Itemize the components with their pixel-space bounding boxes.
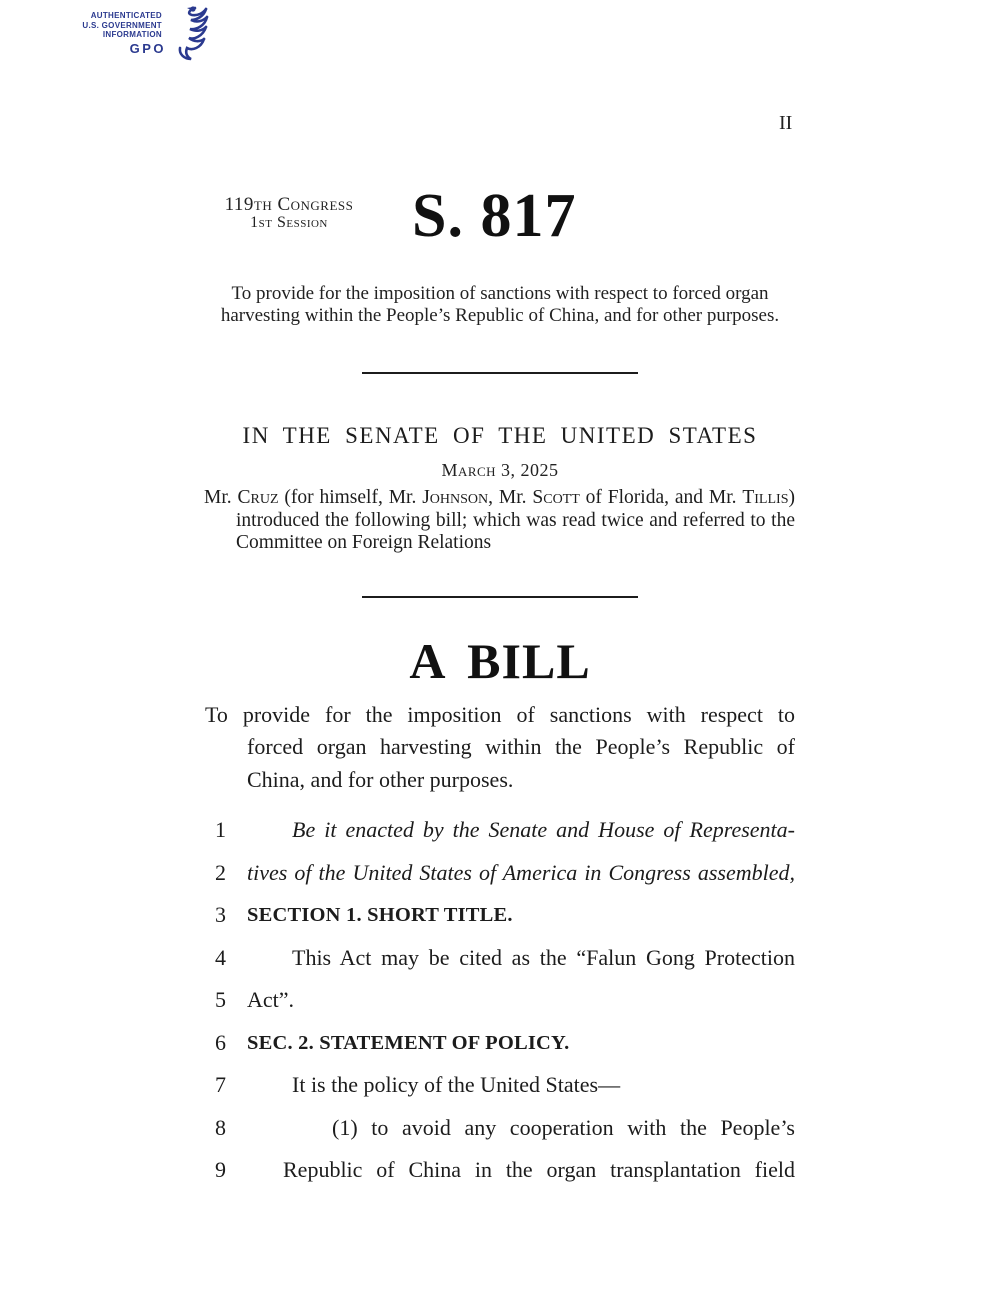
- preamble-summary: [205, 283, 795, 326]
- line-number: 2: [215, 859, 226, 885]
- line-number: 9: [215, 1157, 226, 1183]
- sponsor-text: ): [788, 487, 795, 508]
- bill-body-line: [215, 852, 795, 895]
- line-text: tives of the United States of America in Congress assembled,: [247, 859, 795, 885]
- long-title-line: China, and for other purposes.: [247, 766, 514, 792]
- calendar-number: II: [779, 112, 793, 134]
- line-text: It is the policy of the United States—: [292, 1072, 621, 1098]
- sponsor-text: Mr.: [204, 487, 238, 508]
- sponsor-line: [204, 532, 795, 555]
- gpo-abbr-label: GPO: [129, 41, 166, 56]
- sponsor-text: (for himself, Mr.: [278, 487, 423, 508]
- sponsor-line: [204, 510, 795, 533]
- sponsor-name: Johnson: [422, 487, 489, 508]
- separator-rule-bottom: [362, 596, 638, 598]
- sponsor-name: Tillis: [742, 487, 789, 508]
- line-text: SECTION 1. SHORT TITLE.: [247, 904, 513, 927]
- bill-title: A BILL: [409, 633, 591, 689]
- bill-body-line: [215, 1064, 795, 1107]
- gpo-logo: [70, 3, 200, 65]
- sponsor-name: Cruz: [237, 487, 279, 508]
- line-text: This Act may be cited as the “Falun Gong Protection: [292, 944, 795, 970]
- sponsor-name: Scott: [532, 487, 580, 508]
- chamber-heading: IN THE SENATE OF THE UNITED STATES: [242, 423, 758, 448]
- gpo-authenticated-label: AUTHENTICATED: [90, 11, 162, 20]
- long-title-line: To provide for the imposition of sanctions with respect to: [205, 702, 795, 727]
- sponsor-paragraph: [204, 487, 795, 555]
- preamble-line: To provide for the imposition of sanctions with respect to forced organ: [231, 283, 769, 304]
- sponsor-text: Committee on Foreign Relations: [236, 532, 492, 554]
- line-text: (1) to avoid any cooperation with the People’s: [332, 1114, 795, 1140]
- line-number: 6: [215, 1029, 226, 1055]
- line-number: 4: [215, 944, 226, 970]
- line-number: 7: [215, 1072, 226, 1098]
- bill-body-line: [215, 979, 795, 1022]
- line-text: SEC. 2. STATEMENT OF POLICY.: [247, 1031, 570, 1054]
- line-number: 1: [215, 817, 226, 842]
- bill-body-line: [215, 1149, 795, 1192]
- line-text: Be it enacted by the Senate and House of Representa-: [292, 817, 795, 842]
- bill-body: [215, 809, 795, 1192]
- session-label: 1st Session: [250, 214, 328, 231]
- separator-rule-top: [362, 372, 638, 374]
- bill-body-line: [215, 1107, 795, 1150]
- line-number: 8: [215, 1114, 226, 1140]
- congress-session-block: [206, 194, 372, 231]
- preamble-line: harvesting within the People’s Republic of China, and for other purposes.: [220, 304, 780, 326]
- sponsor-text: , Mr.: [488, 487, 533, 508]
- gpo-government-label: U.S. GOVERNMENT: [82, 20, 162, 30]
- gpo-eagle-icon: [166, 3, 210, 63]
- gpo-information-label: INFORMATION: [102, 30, 162, 39]
- sponsor-text: introduced the following bill; which was read twice and referred to the: [236, 509, 795, 531]
- long-title: [205, 699, 795, 796]
- line-number: 5: [215, 987, 226, 1013]
- bill-number: S. 817: [412, 182, 577, 250]
- bill-body-line: [215, 809, 795, 852]
- action-date: March 3, 2025: [441, 460, 559, 480]
- long-title-line: forced organ harvesting within the People’s Republic of: [247, 734, 795, 760]
- bill-body-line: [215, 894, 795, 937]
- bill-body-line: [215, 1022, 795, 1065]
- bill-body-line: [215, 937, 795, 980]
- sponsor-line: [204, 487, 795, 510]
- line-text: Act”.: [247, 987, 295, 1013]
- line-text: Republic of China in the organ transplantation field: [283, 1157, 795, 1183]
- line-number: 3: [215, 902, 226, 928]
- congress-label: 119th Congress: [224, 194, 354, 215]
- sponsor-text: of Florida, and Mr.: [579, 487, 743, 508]
